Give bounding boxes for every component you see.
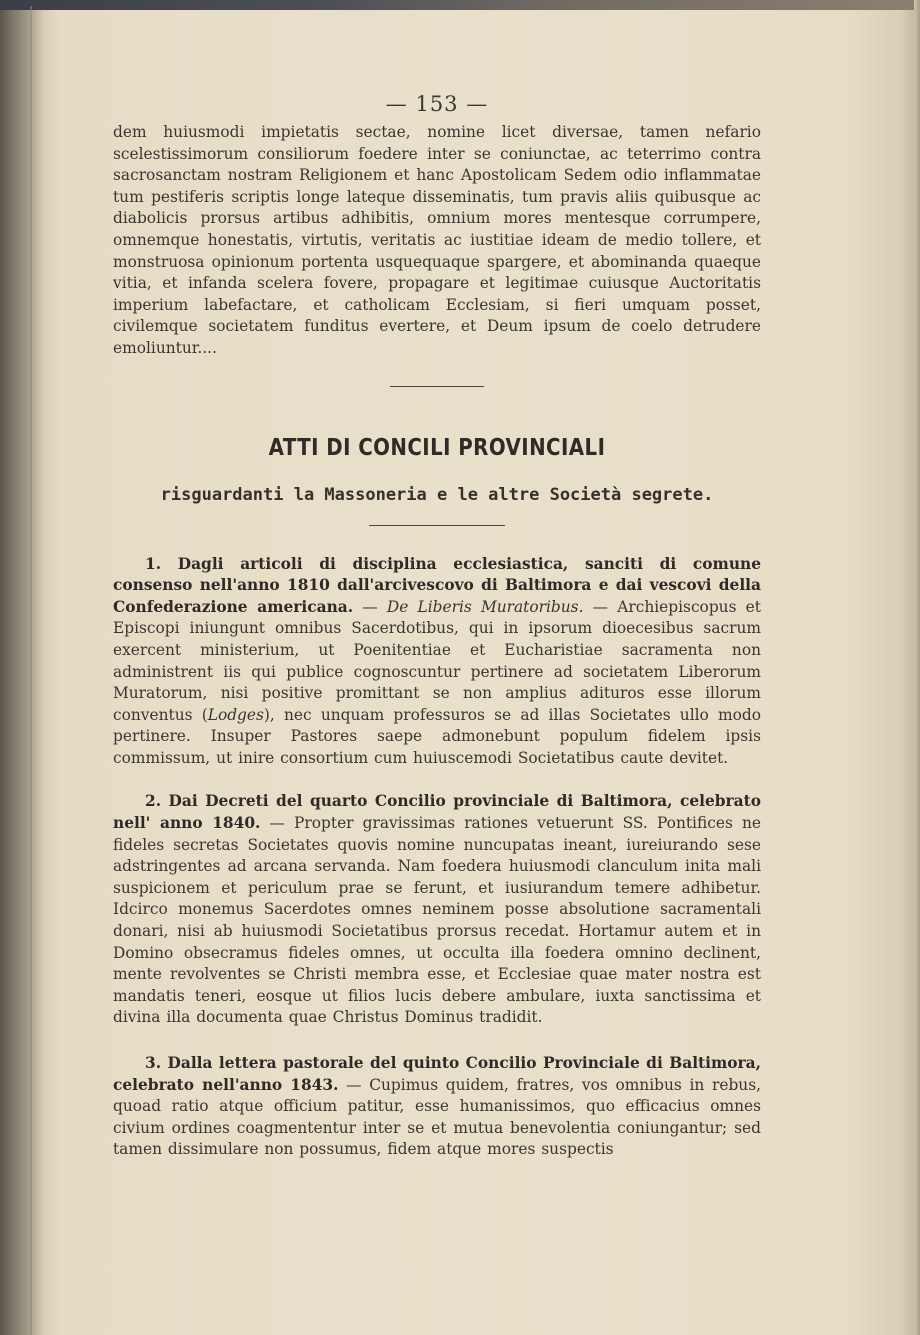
section-subtitle: risguardanti la Massoneria e le altre Società segrete. [160, 484, 714, 505]
page-right-edge [914, 0, 920, 1335]
intro-paragraph: dem huiusmodi impietatis sectae, nomine licet diversae, tamen nefario scelestissimorum consiliorum foedere inter se coniunctae, ac teterrimo contra sacrosanctam nostram Religionem et hanc Apostolicam Sedem odio inflammatae tum pestiferis scriptis longe lateque disseminatis, tum pravis aliis quibusque ac diabolicis prorsus artibus adhibitis, omnium mores mentesque corrumpere, omnemque honestatis, virtutis, veritatis ac iustitiae ideam de medio tollere, et monstruosa opinionum portenta usquequaque spargere, et abominanda quaeque vitia, et infanda scelera fovere, propagare et legitimae cuiusque Auctoritatis imperium labefactare, et catholicam Ecclesiam, si fieri umquam posset, civilemque societatem funditus evertere, et Deum ipsum de coelo detrudere emoliuntur.... [113, 123, 761, 357]
separator-rule [390, 386, 484, 387]
item-3-paragraph [113, 1053, 761, 1161]
item-1-body-end: ), nec unquam professuros se ad illas Societates ullo modo pertinere. Insuper Pastores saepe admonebunt populum fidelem ipsis commissum, ut inire consortium cum huiuscemodi Societatibus caute devitet. [113, 705, 762, 767]
item-3-body: — Cupimus quidem, fratres, vos omnibus in rebus, quoad ratio atque officium patitur, esse humanissimos, quo efficacius omnes civium ordines coagmententur inter se et mutua benevolentia coniungantur; sed tamen dissimulare non possumus, fidem atque mores suspectis [113, 1075, 761, 1159]
page-content [113, 92, 761, 1161]
item-1-body: — Archiepiscopus et Episcopi iniungunt omnibus Sacerdotibus, qui in ipsorum dioecesibus sacrum exercent ministerium, ut Poenitentiae et Eucharistiae sacramenta non administrent iis qui publice cognoscuntur pertinere ad societatem Liberorum Muratorum, nisi positive promittant se non amplius adituros esse illorum conventus ( [113, 597, 761, 724]
item-1-paragraph [113, 554, 761, 770]
item-2-heading: 2. Dai Decreti del quarto Concilio provinciale di Baltimora, celebrato nell' anno 1840. [113, 792, 761, 833]
item-3-heading: 3. Dalla lettera pastorale del quinto Concilio Provinciale di Baltimora, celebrato nell'anno 1843. [113, 1054, 761, 1094]
item-1-italic-title: De Liberis Muratoribus. [386, 597, 584, 616]
item-2-paragraph [113, 791, 761, 1029]
item-1-italic-term: Lodges [207, 705, 264, 724]
item-1-dash: — [353, 597, 387, 616]
item-1-heading: 1. Dagli articoli di disciplina ecclesiastica, sanciti di comune consenso nell'anno 1810 dall'arcivescovo di Baltimora e dai vescovi della Confederazione americana. [113, 554, 761, 616]
page-number: — 153 — [385, 92, 489, 116]
page-gutter-edge [30, 6, 32, 1335]
section-title: ATTI DI CONCILI PROVINCIALI [268, 434, 606, 461]
item-2-body: — Propter gravissimas rationes vetuerunt SS. Pontifices ne fideles secretas Societates quovis nomine nuncupatas ineant, iureiurando sese adstringentes ad arcana servanda. Nam foedera huiusmodi clanculum inita mali suspicionem et periculum prae se ferunt, et iusiurandum temere adhibetur. Idcirco monemus Sacerdotes omnes neminem posse absolutione sacramentali donari, nisi ab huiusmodi Societatibus prorsus recedat. Hortamur autem et in Domino obsecramus fideles omnes, ut occulta illa foedera omnino declinent, mente revolventes se Christi membra esse, et Ecclesiae quae mater nostra est mandatis teneri, eosque ut filios lucis debere ambulare, iuxta sanctissima et divina illa documenta quae Christus Dominus tradidit. [113, 814, 762, 1027]
scan-top-strip [0, 0, 920, 10]
